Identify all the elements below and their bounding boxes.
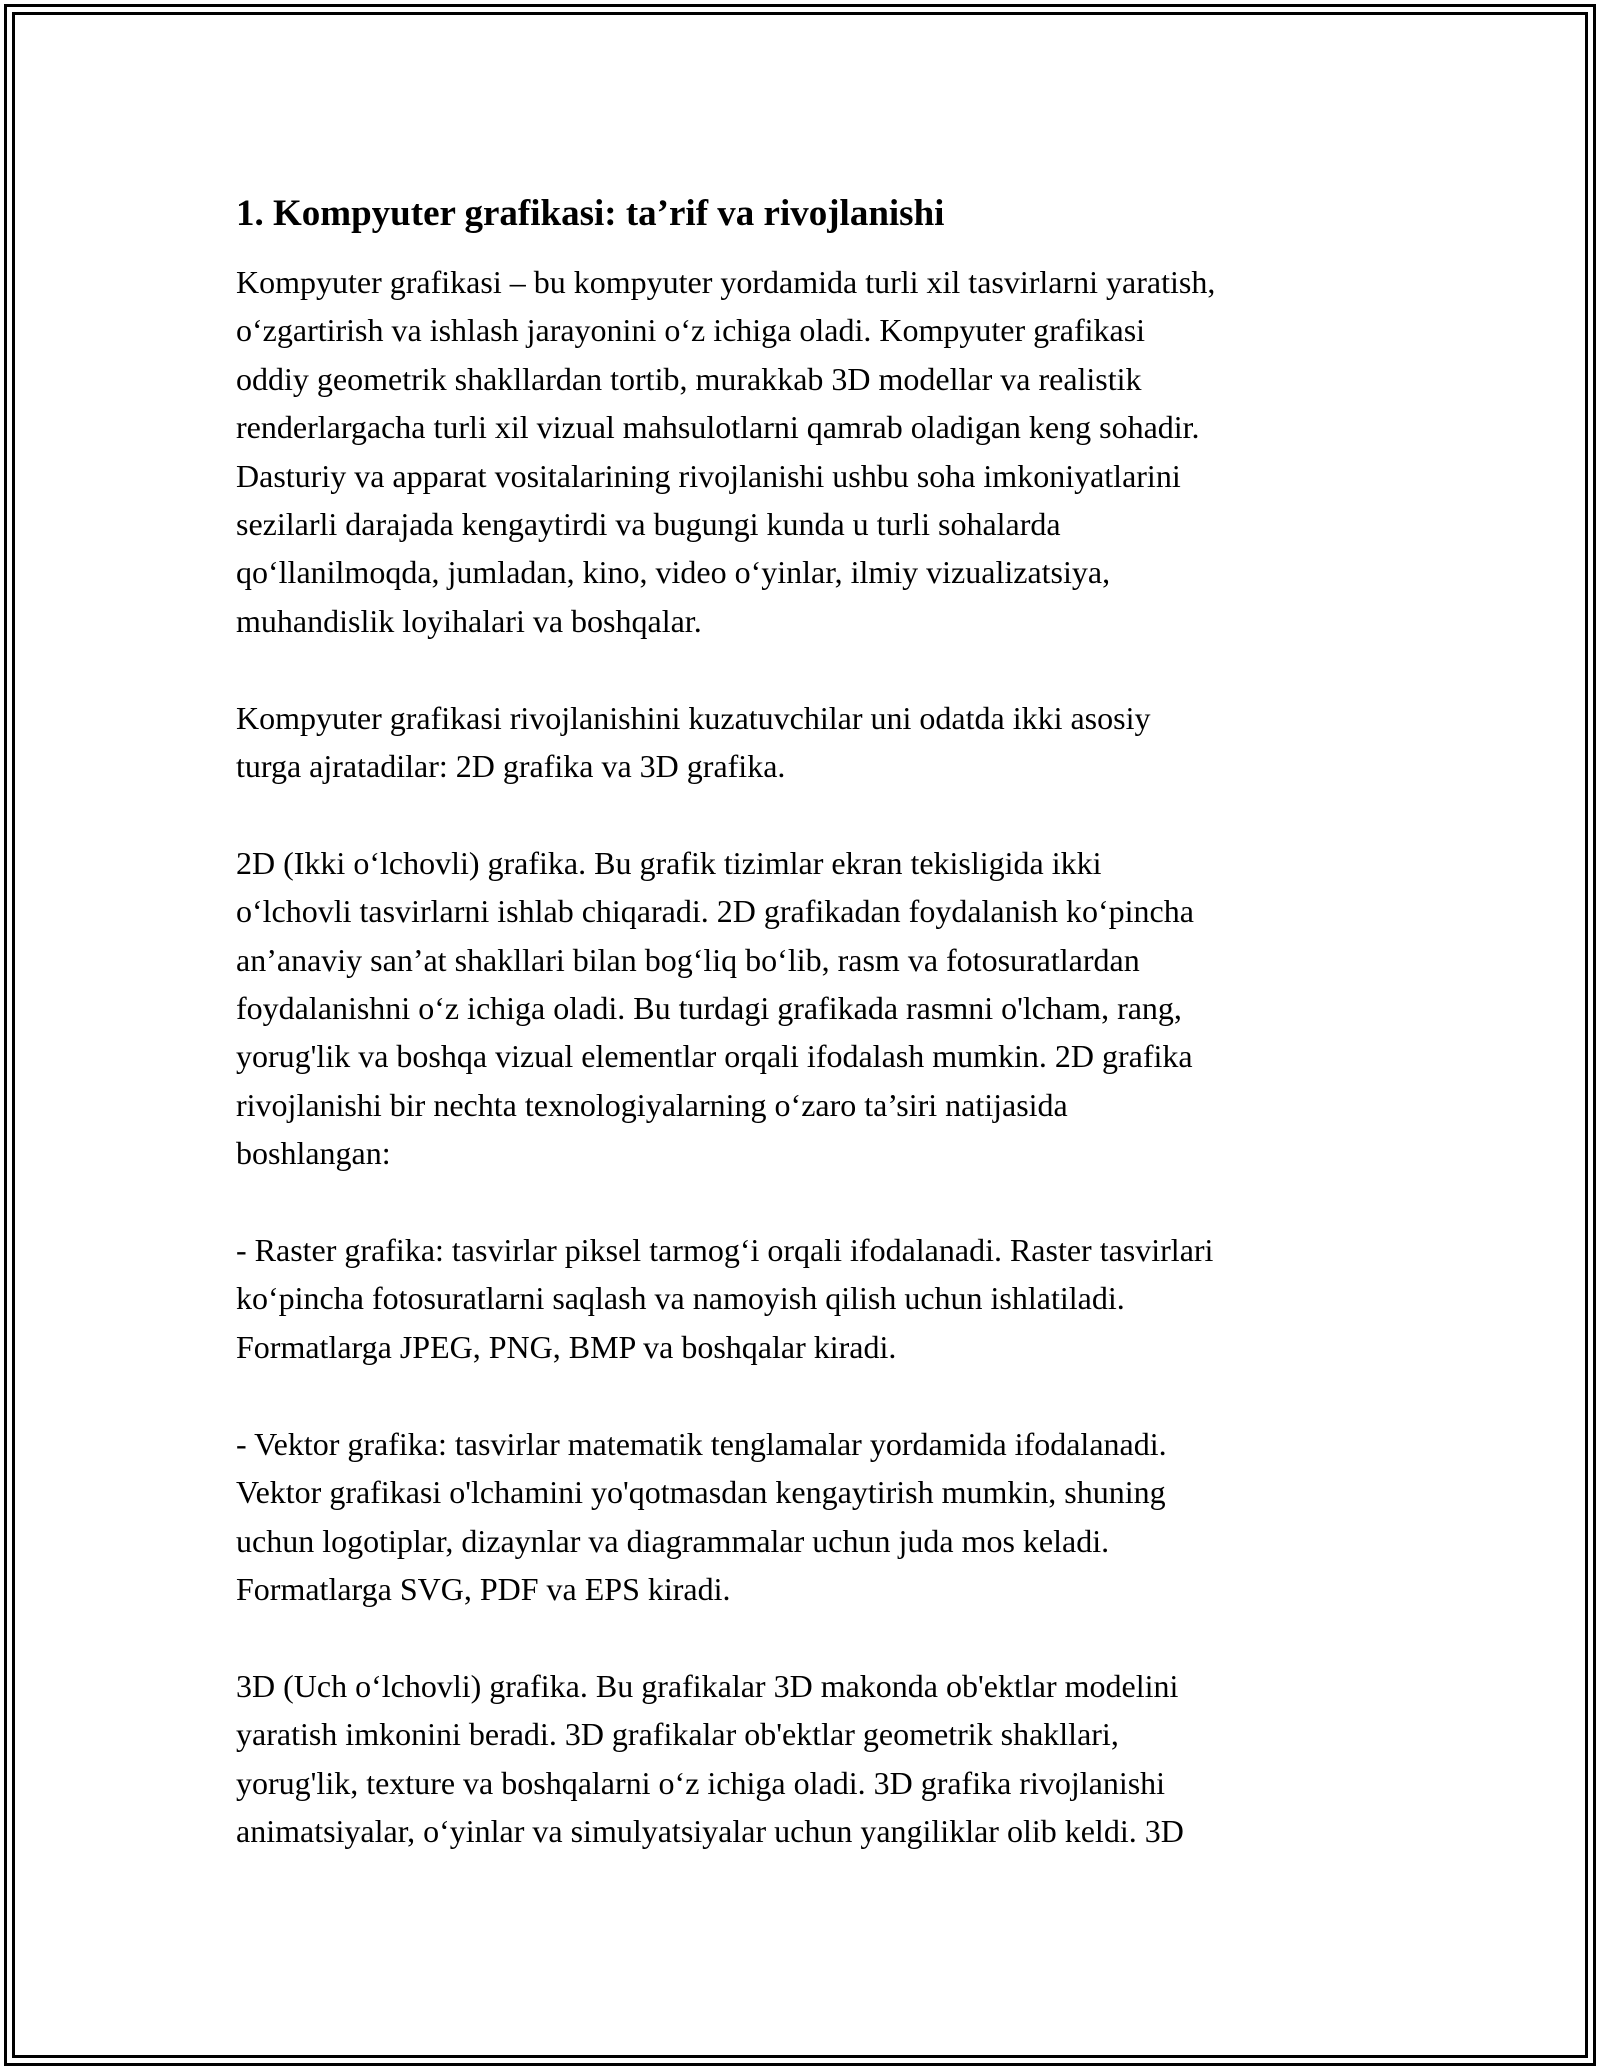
paragraph-spacer — [236, 1371, 1386, 1419]
text-line: yorug'lik va boshqa vizual elementlar orqali ifodalash mumkin. 2D grafika — [236, 1038, 1193, 1075]
text-line: Formatlarga JPEG, PNG, BMP va boshqalar kiradi. — [236, 1328, 897, 1365]
text-line: - Vektor grafika: tasvirlar matematik tenglamalar yordamida ifodalanadi. — [236, 1425, 1167, 1462]
text-line: muhandislik loyihalari va boshqalar. — [236, 602, 702, 639]
paragraph-definition — [236, 258, 1386, 645]
text-line: turga ajratadilar: 2D grafika va 3D grafika. — [236, 748, 786, 785]
text-line: Kompyuter grafikasi – bu kompyuter yordamida turli xil tasvirlarni yaratish, — [236, 264, 1216, 300]
text-line: yaratish imkonini beradi. 3D grafikalar ob'ektlar geometrik shakllari, — [236, 1716, 1119, 1753]
text-line: Vektor grafikasi o'lchamini yo'qotmasdan kengaytirish mumkin, shuning — [236, 1474, 1166, 1511]
text-line: Dasturiy va apparat vositalarining rivojlanishi ushbu soha imkoniyatlarini — [236, 457, 1181, 494]
paragraph-spacer — [236, 645, 1386, 693]
text-line: 3D (Uch o‘lchovli) grafika. Bu grafikalar 3D makonda ob'ektlar modelini — [236, 1667, 1179, 1704]
text-line: Kompyuter grafikasi rivojlanishini kuzatuvchilar uni odatda ikki asosiy — [236, 699, 1151, 736]
text-line: Formatlarga SVG, PDF va EPS kiradi. — [236, 1570, 731, 1607]
text-line: boshlangan: — [236, 1135, 391, 1172]
text-line: foydalanishni o‘z ichiga oladi. Bu turdagi grafikada rasmni o'lcham, rang, — [236, 990, 1182, 1027]
text-line: - Raster grafika: tasvirlar piksel tarmog‘i orqali ifodalanadi. Raster tasvirlari — [236, 1232, 1214, 1269]
paragraph-vector — [236, 1420, 1386, 1614]
text-line: o‘lchovli tasvirlarni ishlab chiqaradi. 2D grafikadan foydalanish ko‘pincha — [236, 893, 1194, 930]
paragraph-spacer — [236, 1178, 1386, 1226]
text-line: oddiy geometrik shakllardan tortib, murakkab 3D modellar va realistik — [236, 360, 1142, 397]
document-body — [236, 186, 1386, 1855]
paragraph-2d-graphics — [236, 839, 1386, 1178]
text-line: 2D (Ikki o‘lchovli) grafika. Bu grafik tizimlar ekran tekisligida ikki — [236, 844, 1102, 881]
paragraph-3d-graphics — [236, 1662, 1386, 1856]
paragraph-types — [236, 694, 1386, 791]
text-line: qo‘llanilmoqda, jumladan, kino, video o‘yinlar, ilmiy vizualizatsiya, — [236, 554, 1111, 591]
paragraph-raster — [236, 1226, 1386, 1371]
text-line: rivojlanishi bir nechta texnologiyalarning o‘zaro ta’siri natijasida — [236, 1086, 1068, 1123]
text-line: animatsiyalar, o‘yinlar va simulyatsiyalar uchun yangiliklar olib keldi. 3D — [236, 1812, 1184, 1849]
text-line: sezilarli darajada kengaytirdi va bugungi kunda u turli sohalarda — [236, 506, 1061, 543]
text-line: yorug'lik, texture va boshqalarni o‘z ichiga oladi. 3D grafika rivojlanishi — [236, 1764, 1166, 1801]
text-line: ko‘pincha fotosuratlarni saqlash va namoyish qilish uchun ishlatiladi. — [236, 1280, 1125, 1317]
section-title: 1. Kompyuter grafikasi: ta’rif va rivojlanishi — [236, 193, 945, 234]
text-line: o‘zgartirish va ishlash jarayonini o‘z ichiga oladi. Kompyuter grafikasi — [236, 312, 1146, 349]
paragraph-spacer — [236, 790, 1386, 838]
paragraph-spacer — [236, 1613, 1386, 1661]
text-line: renderlargacha turli xil vizual mahsulotlarni qamrab oladigan keng sohadir. — [236, 409, 1200, 446]
text-line: an’anaviy san’at shakllari bilan bog‘liq bo‘lib, rasm va fotosuratlardan — [236, 941, 1140, 978]
text-line: uchun logotiplar, dizaynlar va diagrammalar uchun juda mos keladi. — [236, 1522, 1110, 1559]
